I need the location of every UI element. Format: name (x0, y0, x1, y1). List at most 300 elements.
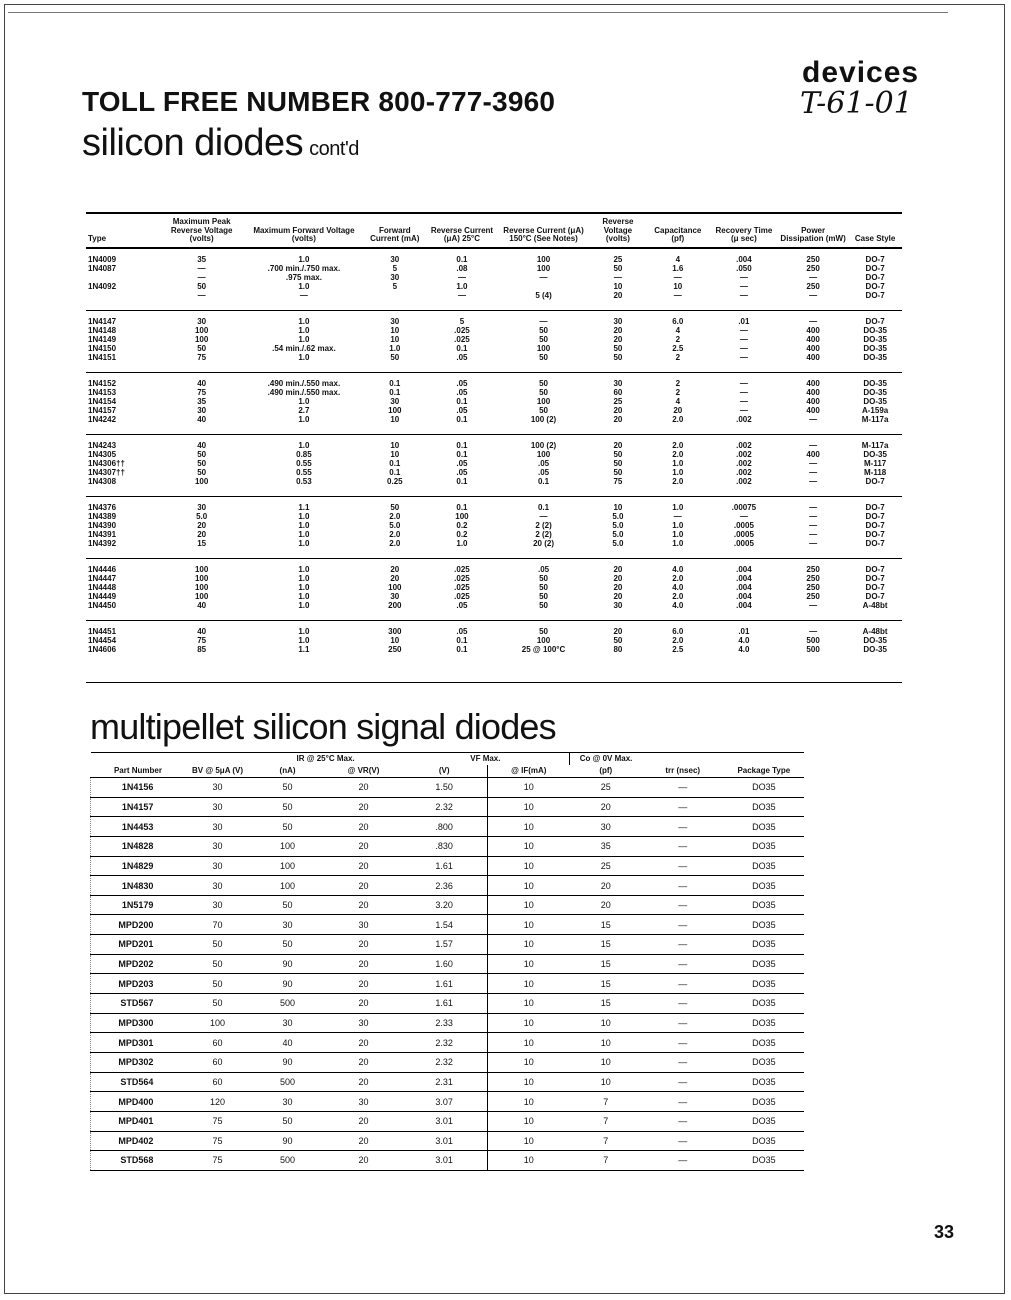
cell: 10 (487, 797, 569, 817)
cell: 60 (185, 1052, 249, 1072)
cell: 20 (325, 817, 401, 837)
table-row (91, 1131, 805, 1151)
cell: 1N4152 1N4153 1N4154 1N4157 1N4242 (88, 378, 117, 424)
cell: DO35 (724, 954, 804, 974)
cell: 10 (487, 1013, 569, 1033)
cell: 7 (570, 1111, 642, 1131)
cell: DO-7 DO-7 DO-7 DO-7 DO-7 (865, 502, 885, 548)
table-row (91, 915, 805, 935)
cell: DO35 (724, 817, 804, 837)
cell: 10 (487, 895, 569, 915)
cell: 50 (250, 778, 326, 798)
cell: 2.31 (401, 1072, 487, 1092)
cell: 10 5.0 5.0 5.0 5.0 (612, 502, 624, 548)
section-title-multipellet: multipellet silicon signal diodes (90, 706, 556, 747)
cell: — (642, 1072, 724, 1092)
table-row (91, 876, 805, 896)
cell: 15 (570, 915, 642, 935)
cell: 30 (185, 836, 249, 856)
cell: — (642, 1052, 724, 1072)
table-row (91, 836, 805, 856)
cell: 0.1 100 0.2 0.2 1.0 (455, 502, 469, 548)
table-row (91, 1151, 805, 1171)
cell: — (642, 836, 724, 856)
cell: 20 50 80 (613, 626, 623, 654)
cell: 3.01 (401, 1151, 487, 1171)
cell: 70 (185, 915, 249, 935)
cell: — (642, 974, 724, 994)
cell: — (642, 876, 724, 896)
cell: 35 — — 50 — (197, 254, 207, 300)
group-co: Co @ 0V Max. (570, 753, 642, 766)
cell: 30 (185, 895, 249, 915)
cell: 1N4451 1N4454 1N4606 (88, 626, 117, 654)
group-vf: VF Max. (401, 753, 569, 766)
cell: 15 (570, 954, 642, 974)
cell: 1.61 (401, 994, 487, 1014)
cell: 6.0 4 2 2.5 2 (672, 316, 684, 362)
cell: 10 (487, 1151, 569, 1171)
cell: 3.07 (401, 1092, 487, 1112)
cell: 10 (487, 1131, 569, 1151)
cell: DO35 (724, 836, 804, 856)
table1-group (86, 310, 902, 372)
cell: 10 (487, 954, 569, 974)
cell: 7 (570, 1151, 642, 1171)
cell: 6.0 2.0 2.5 (672, 626, 684, 654)
cell: 20 (325, 836, 401, 856)
cell: 1.0 1.0 1.0 .54 min./.62 max. 1.0 (272, 316, 336, 362)
cell: 0.1 0.1 30 100 10 (388, 378, 402, 424)
col-reverse-current-25: Reverse Current (μA) 25°C (427, 213, 497, 248)
cell: 30 (185, 856, 249, 876)
cell: 2.0 2.0 1.0 1.0 2.0 (672, 440, 684, 486)
cell: 10 (487, 876, 569, 896)
cell: 10 (487, 1072, 569, 1092)
cell: 1.61 (401, 974, 487, 994)
group-spacer (642, 753, 724, 766)
table-row (91, 778, 805, 798)
cell: 10 (487, 778, 569, 798)
col-peak-reverse-voltage: Maximum Peak Reverse Voltage (volts) (158, 213, 245, 248)
cell: .05 .05 0.1 .05 0.1 (456, 378, 468, 424)
table2-group-header-row (91, 753, 805, 766)
cell: 20 (325, 954, 401, 974)
cell: 20 (325, 1052, 401, 1072)
cell: — (642, 1111, 724, 1131)
cell: 15 (570, 974, 642, 994)
toll-free-number: TOLL FREE NUMBER 800-777-3960 (82, 86, 556, 117)
cell: .01 — — — — (738, 316, 750, 362)
cell: 1.50 (401, 778, 487, 798)
table-row (91, 994, 805, 1014)
cell: 100 (250, 856, 326, 876)
cell: 50 100 25 @ 100°C (521, 626, 566, 654)
cell: 2 2 4 20 2.0 (672, 378, 684, 424)
cell: 10 (487, 1052, 569, 1072)
part-number-cell: 1N4157 (91, 797, 186, 817)
col-vf-v: (V) (401, 765, 487, 778)
cell: 1N4446 1N4447 1N4448 1N4449 1N4450 (88, 564, 117, 610)
cell: .830 (401, 836, 487, 856)
cell: .490 min./.550 max. .490 min./.550 max. 1.0 2.7 1.0 (267, 378, 341, 424)
cell: 30 (325, 1013, 401, 1033)
cell: 1.0 — 1.0 1.0 1.0 (672, 502, 684, 548)
cell: 90 (250, 1052, 326, 1072)
cell: 1N4243 1N4305 1N4306†† 1N4307†† 1N4308 (88, 440, 125, 486)
col-trr: trr (nsec) (642, 765, 724, 778)
cell: DO35 (724, 1033, 804, 1053)
cell: 10 (570, 1052, 642, 1072)
group-spacer (724, 753, 804, 766)
cell: 400 400 400 400 — (806, 378, 820, 424)
part-number-cell: MPD202 (91, 954, 186, 974)
part-number-cell: 1N4453 (91, 817, 186, 837)
cell: 20 (325, 895, 401, 915)
cell: .00075 — .0005 .0005 .0005 (731, 502, 757, 548)
cell: 10 (487, 915, 569, 935)
col-ir-vr: @ VR(V) (325, 765, 401, 778)
cell: 20 (570, 895, 642, 915)
cell: 0.1 0.1 .05 .05 0.1 (456, 440, 468, 486)
cell: DO35 (724, 1092, 804, 1112)
table-row (91, 974, 805, 994)
cell: 100 100 — 5 (4) (535, 254, 552, 300)
col-forward-current: Forward Current (mA) (363, 213, 427, 248)
col-power-dissipation: Power Dissipation (mW) (778, 213, 848, 248)
table-row (91, 954, 805, 974)
cell: .002 .002 .002 .002 .002 (736, 440, 752, 486)
group-spacer (91, 753, 186, 766)
part-number-cell: MPD201 (91, 935, 186, 955)
multipellet-table (90, 752, 804, 1171)
cell: 120 (185, 1092, 249, 1112)
table2-header-row (91, 765, 805, 778)
cell: 1N4147 1N4148 1N4149 1N4150 1N4151 (88, 316, 117, 362)
part-number-cell: MPD402 (91, 1131, 186, 1151)
cell: 30 (250, 915, 326, 935)
cell: DO35 (724, 1111, 804, 1131)
cell: 20 (325, 1072, 401, 1092)
col-case-style: Case Style (848, 213, 902, 248)
cell: .025 .025 .025 .025 .05 (454, 564, 470, 610)
col-forward-voltage: Maximum Forward Voltage (volts) (245, 213, 363, 248)
cell: — (642, 994, 724, 1014)
cell: 50 (185, 974, 249, 994)
cell: 2.33 (401, 1013, 487, 1033)
cell: 75 (185, 1131, 249, 1151)
part-number-cell: MPD301 (91, 1033, 186, 1053)
part-number-cell: MPD400 (91, 1092, 186, 1112)
cell: 250 250 250 250 — (806, 564, 820, 610)
cell: 300 10 250 (388, 626, 402, 654)
cell: 5 .025 .025 0.1 .05 (454, 316, 470, 362)
cell: 15 (570, 935, 642, 955)
cell: 30 (185, 876, 249, 896)
cell: — 400 400 400 400 (806, 316, 820, 362)
cell: 10 (487, 994, 569, 1014)
cell: 30 10 10 1.0 50 (389, 316, 401, 362)
table-row (91, 1013, 805, 1033)
header-devices: devices (802, 56, 920, 89)
part-number-cell: MPD203 (91, 974, 186, 994)
cell: — (642, 1013, 724, 1033)
title-main: silicon diodes (82, 122, 304, 164)
table-row (91, 1033, 805, 1053)
cell: 30 100 100 50 75 (194, 316, 209, 362)
cell: DO-7 DO-7 DO-7 DO-7 DO-7 (865, 254, 885, 300)
col-reverse-voltage: Reverse Voltage (volts) (590, 213, 646, 248)
cell: 20 (325, 1131, 401, 1151)
section-title-silicon-diodes (82, 122, 359, 165)
cell: 50 2.0 5.0 2.0 2.0 (389, 502, 401, 548)
col-co-pf: (pf) (570, 765, 642, 778)
cell: 20 (570, 876, 642, 896)
cell: 10 (487, 836, 569, 856)
cell: 30 (185, 778, 249, 798)
cell: 30 (250, 1013, 326, 1033)
part-number-cell: 1N4156 (91, 778, 186, 798)
part-number-cell: STD564 (91, 1072, 186, 1092)
cell: 1.57 (401, 935, 487, 955)
cell: DO35 (724, 1072, 804, 1092)
col-package: Package Type (724, 765, 804, 778)
cell: DO35 (724, 935, 804, 955)
cell: 50 50 100 50 100 (2) (530, 378, 557, 424)
part-number-cell: 1N4829 (91, 856, 186, 876)
part-number-cell: MPD401 (91, 1111, 186, 1131)
cell: 50 (250, 895, 326, 915)
cell: — 500 500 (806, 626, 820, 654)
part-number-cell: 1N4828 (91, 836, 186, 856)
cell: — (642, 954, 724, 974)
cell: 1.0 1.0 1.0 1.0 1.0 (298, 564, 310, 610)
cell: 3.01 (401, 1111, 487, 1131)
part-number-cell: STD567 (91, 994, 186, 1014)
cell: 500 (250, 1151, 326, 1171)
cell: 75 (185, 1151, 249, 1171)
cell: 25 (570, 856, 642, 876)
cell: 35 (570, 836, 642, 856)
cell: 0.1 .08 — 1.0 — (456, 254, 468, 300)
cell: DO35 (724, 1151, 804, 1171)
cell: 40 75 35 30 40 (197, 378, 207, 424)
silicon-diodes-table (86, 212, 902, 683)
cell: 4 1.6 — 10 — (672, 254, 684, 300)
cell: 75 (185, 1111, 249, 1131)
cell: — (642, 817, 724, 837)
cell: 100 100 100 100 40 (194, 564, 209, 610)
part-number-cell: MPD300 (91, 1013, 186, 1033)
col-part-number: Part Number (91, 765, 186, 778)
col-type: Type (86, 213, 158, 248)
cell: A-48bt DO-35 DO-35 (862, 626, 888, 654)
cell: .01 4.0 4.0 (738, 626, 750, 654)
cell: 2.36 (401, 876, 487, 896)
cell: — (642, 935, 724, 955)
col-reverse-current-150: Reverse Current (μA) 150°C (See Notes) (497, 213, 590, 248)
cell: 30 60 25 20 20 (613, 378, 623, 424)
cell: — (642, 915, 724, 935)
cell: 3.20 (401, 895, 487, 915)
cell: DO35 (724, 1131, 804, 1151)
cell: 15 (570, 994, 642, 1014)
cell: DO-7 DO-7 DO-7 DO-7 A-48bt (862, 564, 888, 610)
table-row (91, 856, 805, 876)
cell: 30 (570, 817, 642, 837)
cell: 10 (487, 1092, 569, 1112)
cell: DO35 (724, 915, 804, 935)
cell: 20 (570, 797, 642, 817)
cell: DO35 (724, 876, 804, 896)
cell: 1N4009 1N4087 1N4092 (88, 254, 117, 291)
cell: 500 (250, 1072, 326, 1092)
cell: 30 (250, 1092, 326, 1112)
cell: 50 (250, 1111, 326, 1131)
cell: 1.60 (401, 954, 487, 974)
col-ir-na: (nA) (250, 765, 326, 778)
cell: 10 (570, 1033, 642, 1053)
cell: 30 (325, 1092, 401, 1112)
cell: 20 (325, 797, 401, 817)
cell: — 50 50 100 50 (536, 316, 551, 362)
cell: .800 (401, 817, 487, 837)
cell: — 400 — — — (806, 440, 820, 486)
cell: 1.0 1.0 1.1 (298, 626, 310, 654)
cell: 30 5.0 20 20 15 (196, 502, 208, 548)
part-number-cell: MPD200 (91, 915, 186, 935)
cell: 50 (250, 797, 326, 817)
cell: DO35 (724, 1013, 804, 1033)
cell: 20 (325, 778, 401, 798)
cell: — (642, 778, 724, 798)
group-ir: IR @ 25°C Max. (250, 753, 402, 766)
cell: 4.0 2.0 4.0 2.0 4.0 (672, 564, 684, 610)
cell: 60 (185, 1033, 249, 1053)
cell: 90 (250, 974, 326, 994)
cell: DO35 (724, 856, 804, 876)
cell: 20 (325, 1151, 401, 1171)
table-row (91, 1072, 805, 1092)
cell: DO35 (724, 778, 804, 798)
cell: 10 (570, 1072, 642, 1092)
cell: 0.1 — 2 (2) 2 (2) 20 (2) (533, 502, 554, 548)
cell: 20 20 20 20 30 (613, 564, 623, 610)
cell: .004 .050 — — — (736, 254, 752, 300)
cell: DO35 (724, 895, 804, 915)
cell: 1.61 (401, 856, 487, 876)
cell: 20 50 50 50 75 (613, 440, 623, 486)
cell: 2.32 (401, 1052, 487, 1072)
cell: 1.0 .700 min./.750 max. .975 max. 1.0 — (267, 254, 341, 300)
table-row (91, 797, 805, 817)
cell: 50 (185, 935, 249, 955)
cell: 20 (325, 994, 401, 1014)
cell: 30 20 20 50 50 (613, 316, 623, 362)
cell: 20 (325, 876, 401, 896)
cell: 40 50 50 50 100 (194, 440, 209, 486)
cell: 3.01 (401, 1131, 487, 1151)
cell: 50 (250, 935, 326, 955)
cell: 30 (325, 915, 401, 935)
top-rule (8, 12, 948, 13)
cell: 30 5 30 5 (390, 254, 400, 291)
cell: DO35 (724, 797, 804, 817)
part-number-cell: MPD302 (91, 1052, 186, 1072)
col-recovery-time: Recovery Time (μ sec) (710, 213, 778, 248)
cell: 7 (570, 1092, 642, 1112)
cell: 100 (250, 836, 326, 856)
cell: 10 (570, 1013, 642, 1033)
cell: 1.0 0.85 0.55 0.55 0.53 (296, 440, 312, 486)
cell: 30 (185, 797, 249, 817)
cell: 60 (185, 1072, 249, 1092)
cell: 1N4376 1N4389 1N4390 1N4391 1N4392 (88, 502, 117, 548)
cell: 20 (325, 1111, 401, 1131)
cell: DO-7 DO-35 DO-35 DO-35 DO-35 (863, 316, 887, 362)
table1-group (86, 558, 902, 620)
table-row (91, 1092, 805, 1112)
cell: — (642, 1131, 724, 1151)
cell: 50 (185, 954, 249, 974)
cell: 50 (250, 817, 326, 837)
cell: 25 (570, 778, 642, 798)
cell: — (642, 1092, 724, 1112)
cell: 10 (487, 856, 569, 876)
cell: 20 (325, 935, 401, 955)
col-bv: BV @ 5μA (V) (185, 765, 249, 778)
cell: DO35 (724, 974, 804, 994)
cell: M-117a DO-35 M-117 M-118 DO-7 (861, 440, 889, 486)
cell: 100 (185, 1013, 249, 1033)
cell: 2.32 (401, 797, 487, 817)
cell: 1.1 1.0 1.0 1.0 1.0 (298, 502, 310, 548)
part-number-cell: 1N4830 (91, 876, 186, 896)
table-row (91, 935, 805, 955)
cell: 90 (250, 954, 326, 974)
cell: 500 (250, 994, 326, 1014)
cell: 10 (487, 974, 569, 994)
table1-group (86, 496, 902, 558)
cell: 10 (487, 935, 569, 955)
cell: — (642, 856, 724, 876)
cell: 100 (250, 876, 326, 896)
title-sub: cont'd (309, 138, 359, 160)
cell: 30 (185, 817, 249, 837)
table-row (91, 1111, 805, 1131)
cell: — (642, 1033, 724, 1053)
cell: — (642, 1151, 724, 1171)
cell: 40 75 85 (197, 626, 207, 654)
col-capacitance: Capacitance (pf) (646, 213, 710, 248)
cell: DO35 (724, 994, 804, 1014)
cell: 20 (325, 974, 401, 994)
cell: .05 50 50 50 50 (537, 564, 550, 610)
cell: 10 (487, 817, 569, 837)
cell: 40 (250, 1033, 326, 1053)
part-number-cell: 1N5179 (91, 895, 186, 915)
cell: 250 250 — 250 — (806, 254, 820, 300)
col-vf-if: @ IF(mA) (487, 765, 569, 778)
cell: — (642, 895, 724, 915)
cell: 10 (487, 1033, 569, 1053)
cell: 1.54 (401, 915, 487, 935)
handwritten-note: T-61-01 (800, 86, 913, 121)
cell: DO-35 DO-35 DO-35 A-159a M-117a (861, 378, 889, 424)
cell: DO35 (724, 1052, 804, 1072)
cell: 7 (570, 1131, 642, 1151)
cell: 25 50 — 10 20 (613, 254, 623, 300)
